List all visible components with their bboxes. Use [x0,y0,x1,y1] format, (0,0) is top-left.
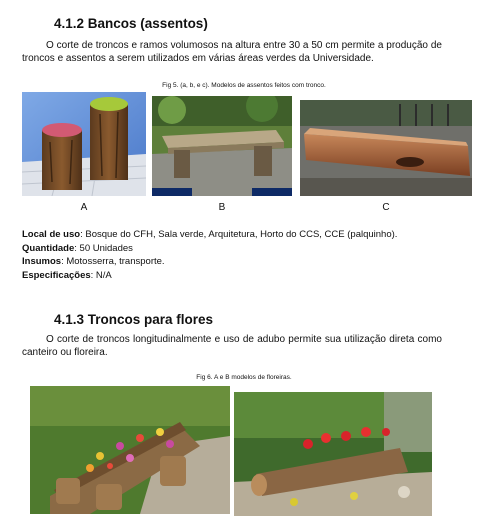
photo-label-c: C [382,202,390,213]
specifications-list [22,228,462,282]
photo-b-log-bench [152,96,292,196]
spec-insumos: Insumos: Motosserra, transporte. [22,256,165,267]
figure-caption-fig5: Fig 5. (a, b, e c). Modelos de assentos feitos com tronco. [162,82,326,89]
photo-a-stump-stools [22,92,146,196]
section-paragraph-bancos: O corte de troncos e ramos volumosos na altura entre 30 a 50 cm permite a produção de troncos e assentos a serem utilizados em várias áreas verdes da Universidade. [22,40,442,64]
photo-fig6-b-log-flowerbed [234,392,432,516]
figure-caption-fig6: Fig 6. A e B modelos de floreiras. [196,374,292,381]
photo-fig6-a-log-planter [30,386,230,514]
section-paragraph-troncos-flores: O corte de troncos longitudinalmente e uso de adubo permite sua utilização direta como canteiro ou floreira. [22,334,442,358]
photo-label-b: B [218,202,226,213]
photo-label-a: A [80,202,88,213]
spec-local-de-uso: Local de uso: Bosque do CFH, Sala verde, Arquitetura, Horto do CCS, CCE (palquinho). [22,229,398,240]
spec-especificacoes: Especificações: N/A [22,269,112,281]
spec-quantidade: Quantidade: 50 Unidades [22,242,133,254]
photo-c-long-log-seat [300,100,472,196]
section-heading-troncos-flores: 4.1.3 Troncos para flores [54,312,214,327]
section-heading-bancos: 4.1.2 Bancos (assentos) [54,16,208,31]
